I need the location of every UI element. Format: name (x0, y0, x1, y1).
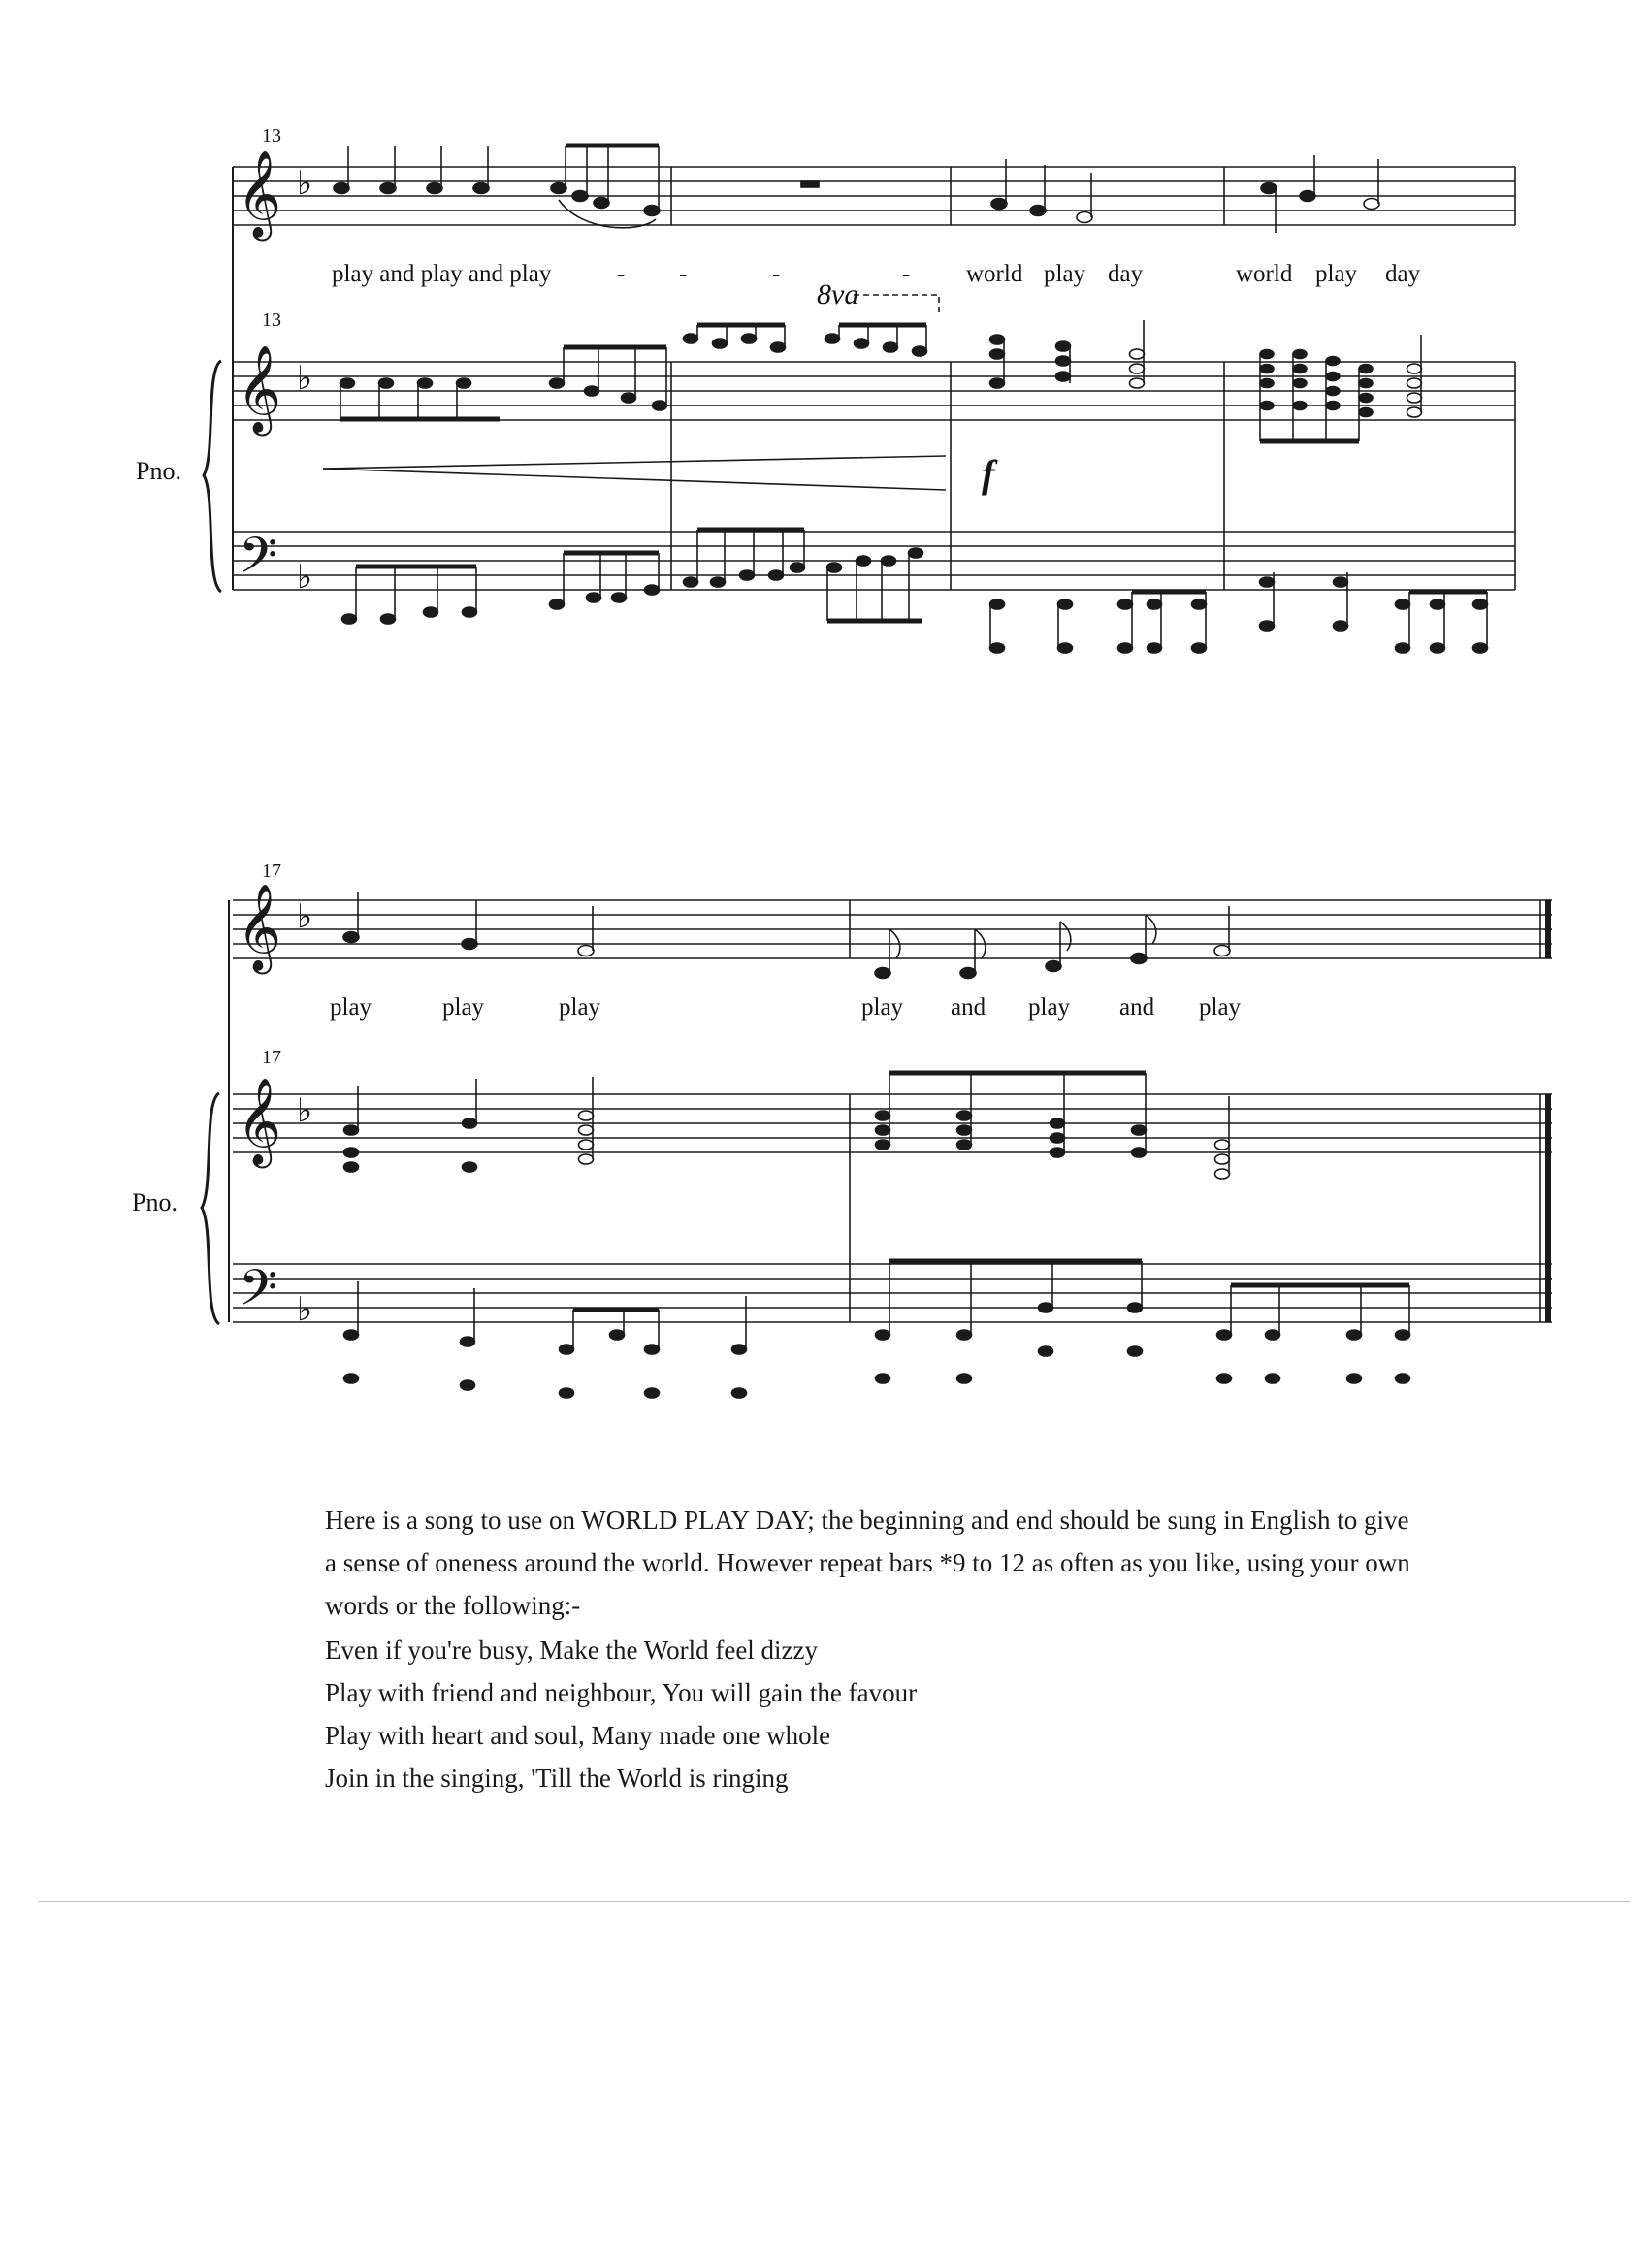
treble-clef-icon: 𝄞 (237, 884, 282, 971)
performance-notes (325, 1499, 1411, 1799)
piano-bass-staff-1 (233, 532, 1515, 590)
lyric: and (951, 994, 986, 1021)
flat-icon: ♭ (297, 897, 313, 936)
lyric: play (1044, 261, 1086, 287)
lyric: play (559, 994, 601, 1021)
lyric: world (1236, 261, 1293, 287)
lyric: world (966, 261, 1023, 287)
lyric: and (1119, 994, 1155, 1021)
piano-treble-staff-2 (233, 1094, 1552, 1152)
lyric: play (861, 994, 904, 1021)
voice-staff-2 (233, 900, 1552, 958)
bass-clef-icon: 𝄢 (239, 526, 277, 597)
measure-number: 13 (262, 309, 281, 331)
treble-clef-icon: 𝄞 (237, 1078, 282, 1165)
measure-number: 17 (262, 1047, 281, 1068)
bass-clef-icon: 𝄢 (239, 1258, 277, 1329)
page-divider (39, 1901, 1630, 1902)
lyric: play (330, 994, 372, 1021)
ottava-marking: 8va (817, 278, 859, 310)
piano-lh-notes-1 (342, 530, 1488, 653)
verse-line: Play with friend and neighbour, You will gain the favour (325, 1678, 918, 1707)
flat-icon: ♭ (297, 359, 313, 398)
lyric: play (1199, 994, 1242, 1021)
treble-clef-icon: 𝄞 (237, 150, 282, 238)
verse-line: Join in the singing, 'Till the World is ringing (325, 1764, 789, 1793)
voice-notes-1 (334, 146, 1379, 233)
dynamic-marking: f (982, 452, 995, 496)
flat-icon: ♭ (297, 1091, 313, 1130)
piano-lh-notes-2 (344, 1261, 1410, 1398)
piano-bass-staff-2 (233, 1264, 1552, 1322)
flat-icon: ♭ (297, 164, 313, 203)
piano-rh-notes-2 (344, 1073, 1230, 1179)
flat-icon: ♭ (297, 558, 313, 597)
measure-number: 17 (262, 860, 281, 882)
piano-treble-staff-1 (233, 362, 1515, 420)
treble-clef-icon: 𝄞 (237, 345, 282, 433)
lyric: - (772, 261, 781, 287)
measure-number: 13 (262, 125, 281, 146)
instrument-label: Pno. (136, 457, 181, 485)
voice-notes-2 (343, 892, 1230, 979)
notes-intro: Here is a song to use on WORLD PLAY DAY; the beginning and end should be sung in English to give a sense of oneness around the world. However repeat bars *9 to 12 as often as you like, using your own words or the following:- (325, 1506, 1410, 1620)
verse-line: Play with heart and soul, Many made one whole (325, 1721, 831, 1750)
lyric: day (1108, 261, 1144, 287)
lyric: play (1315, 261, 1358, 287)
lyric: - (617, 261, 626, 287)
lyric: play (1028, 994, 1071, 1021)
verse-line: Even if you're busy, Make the World feel dizzy (325, 1636, 819, 1665)
flat-icon: ♭ (297, 1290, 313, 1329)
lyric: day (1385, 261, 1421, 287)
lyric: - (679, 261, 688, 287)
lyric: play and play and play (332, 261, 552, 287)
instrument-label: Pno. (132, 1188, 178, 1216)
piano-rh-notes-1 (340, 320, 1422, 441)
lyric: - (902, 261, 911, 287)
lyric: play (442, 994, 485, 1021)
voice-staff-1 (233, 167, 1515, 225)
